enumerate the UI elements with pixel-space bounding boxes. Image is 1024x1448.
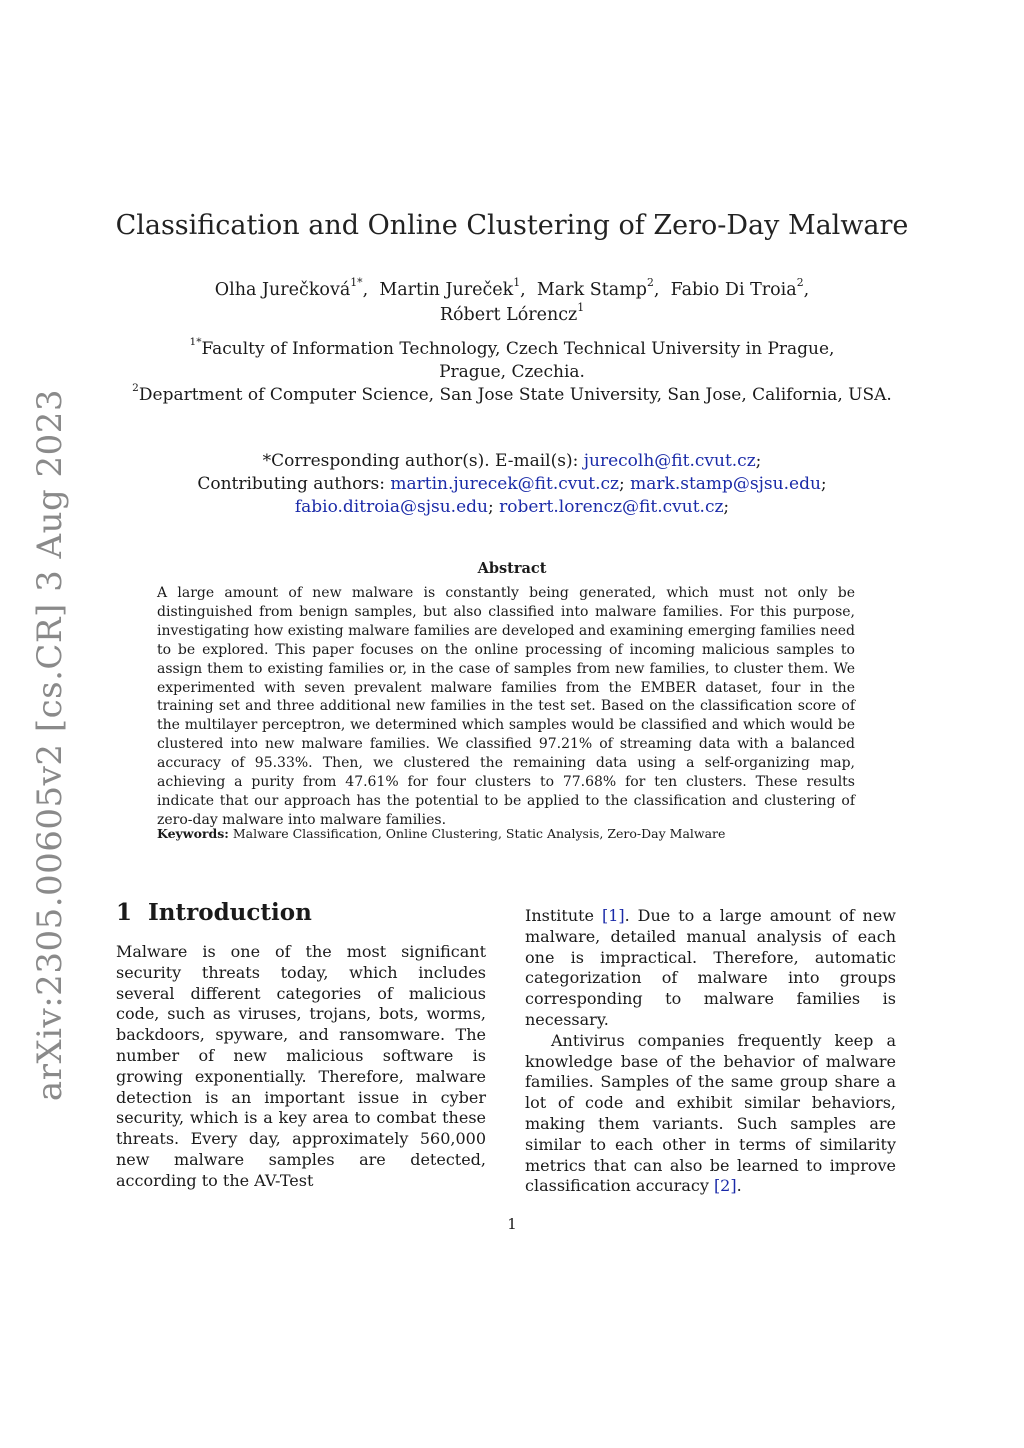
author-name: Róbert Lórencz [439,305,578,325]
author-affiliation-marker: 1 [577,300,585,314]
contributing-label: Contributing authors: [197,474,385,494]
author-name: Martin Jureček [379,280,514,300]
email-link[interactable]: robert.lorencz@fit.cvut.cz [499,497,724,517]
email-link[interactable]: mark.stamp@sjsu.edu [630,474,821,494]
citation-link[interactable]: [2] [713,1176,737,1196]
abstract-heading: Abstract [477,560,547,577]
intro-paragraph-1: Malware is one of the most significant security threats today, which includes several different categories of malicious code, such as viruses, trojans, bots, worms, backdoors, spyware, and ransomware. The number of new malicious software is growing exponentially. Therefore, malware detection is an important issue in cyber security, which is a key area to combat these threats. Every day, approximately 560,000 new malware samples are detected, according to the AV-Test [116,942,486,1190]
affiliation-2: $^2$Department of Computer Science, San Jose State University, San Jose, California, USA. [132,382,892,405]
email-link[interactable]: fabio.ditroia@sjsu.edu [294,497,488,517]
author-affiliation-marker: 2 [647,275,654,289]
author-name: Olha Jurečková [214,280,351,300]
author-name: Mark Stamp [536,280,648,300]
paper-title: Classification and Online Clustering of Zero-Day Malware [115,210,909,241]
contact-block: *Corresponding author(s). E-mail(s): jurecolh@fit.cvut.cz; Contributing authors: martin.jurecek@fit.cvut.cz; mark.stamp@sjsu.edu; fabio.ditroia@sjsu.edu; robert.lorencz@fit.cvut.cz; [197,451,827,517]
affiliation-list [0,338,1024,407]
author-name: Fabio Di Troia [670,280,797,300]
keywords-line [157,826,855,841]
abstract-text: A large amount of new malware is constantly being generated, which must not only be distinguished from benign samples, but also classified into malware families. For this purpose, investigating how existing malware families are developed and examining emerging families need to be explored. This paper focuses on the online processing of incoming malicious samples to assign them to existing families or, in the case of samples from new families, to cluster them. We experimented with seven prevalent malware families from the EMBER dataset, four in the training set and three additional new families in the test set. Based on the classification score of the multilayer perceptron, we determined which samples would be classified and which would be clustered into new malware families. We classified 97.21% of streaming data with a balanced accuracy of 95.33%. Then, we clustered the remaining data using a self-organizing map, achieving a purity from 47.61% for four clusters to 77.68% for ten clusters. These results indicate that our approach has the potential to be applied to the classification and clustering of zero-day malware into malware families. [157,585,855,828]
keywords-text: Malware Classification, Online Clustering, Static Analysis, Zero-Day Malware [232,826,726,841]
section-heading [116,899,312,926]
intro-paragraph-2: Institute [1]. Due to a large amount of new malware, detailed manual analysis of each one is impractical. Therefore, automatic categorization of malware into groups corresponding to malware families is necessary. [525,906,896,1029]
author-affiliation-marker: 1* [350,275,363,289]
affiliation-1-city: Prague, Czechia. [439,362,585,382]
corresponding-label: *Corresponding author(s). E-mail(s): [262,451,579,471]
citation-link[interactable]: [1] [601,906,625,925]
keywords-label: Keywords: [157,826,229,841]
arxiv-side-stamp [14,388,86,1102]
arxiv-identifier: arXiv:2305.00605v2 [cs.CR] 3 Aug 2023 [30,388,70,1102]
author-affiliation-marker: 1 [513,275,521,289]
page-number: 1 [507,1215,517,1233]
section-title: Introduction [148,899,312,926]
author-affiliation-marker: 2 [796,275,804,289]
right-column [525,906,896,1197]
corresponding-email-link[interactable]: jurecolh@fit.cvut.cz [583,451,756,471]
affiliation-1: $^{1*}$Faculty of Information Technology, Czech Technical University in Prague, [189,336,835,359]
author-list: Olha Jurečková$^{1*}$, Martin Jureček$^1$, Mark Stamp$^2$, Fabio Di Troia$^2$, Róbert Lórencz$^1$ [214,275,810,325]
section-number: 1 [116,899,133,926]
email-link[interactable]: martin.jurecek@fit.cvut.cz [390,474,620,494]
intro-paragraph-3: Antivirus companies frequently keep a knowledge base of the behavior of malware families. Samples of the same group share a lot of code and exhibit similar behaviors, making them variants. Such samples are similar to each other in terms of similarity metrics that can also be learned to improve classification accuracy [2]. [525,1030,896,1196]
left-column [116,942,486,1192]
